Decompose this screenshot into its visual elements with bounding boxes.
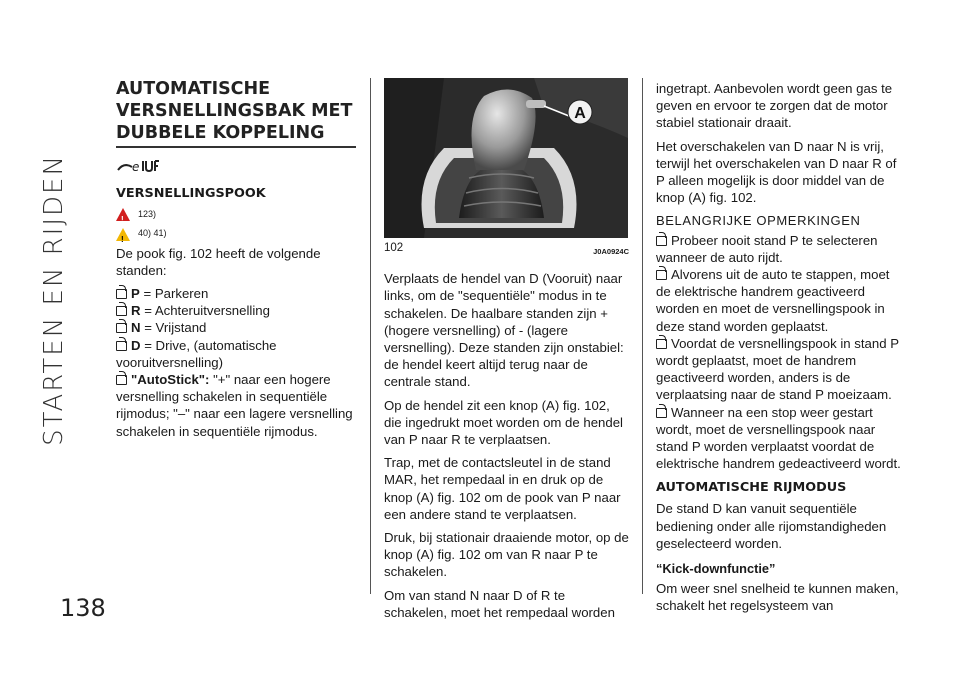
warning-icon: ! xyxy=(116,208,130,221)
svg-text:A: A xyxy=(574,105,586,122)
notes-heading: BELANGRIJKE OPMERKINGEN xyxy=(656,213,861,229)
bullet-icon xyxy=(116,323,127,333)
list-item: D = Drive, (automatische vooruitversnelling) xyxy=(116,337,277,370)
note-item: Probeer nooit stand P te selecteren wanneer de auto rijdt. xyxy=(656,232,878,265)
note-item: Alvorens uit de auto te stappen, moet de elektrische handrem geactiveerd worden en moet de versnellingspook in deze stand worden geplaatst. xyxy=(656,267,890,334)
bullet-icon xyxy=(116,375,127,385)
bullet-icon xyxy=(656,236,667,246)
title-underline xyxy=(116,146,356,148)
left-column xyxy=(116,78,356,440)
column-divider xyxy=(642,78,643,594)
side-section-title: STARTEN EN RIJDEN xyxy=(39,154,69,446)
list-item: N = Vrijstand xyxy=(116,319,356,336)
engine-logo-icon xyxy=(116,158,356,178)
column-divider xyxy=(370,78,371,594)
bullet-icon xyxy=(116,341,127,351)
warning-ref-yellow: ! 40) 41) xyxy=(116,225,356,242)
paragraph: Op de hendel zit een knop (A) fig. 102, die ingedrukt moet worden om de hendel van P naar R te verplaatsen. xyxy=(384,397,623,448)
subheading-versnellingspook: VERSNELLINGSPOOK xyxy=(116,186,266,202)
section-title: AUTOMATISCHE VERSNELLINGSBAK MET DUBBELE KOPPELING xyxy=(116,79,353,143)
bullet-icon xyxy=(116,289,127,299)
list-item: "AutoStick": "+" naar een hogere versnelling schakelen in sequentiële rijmodus; "–" naar een lagere versnelling schakelen in sequentiële rijmodus. xyxy=(116,372,353,439)
intro-text: De pook fig. 102 heeft de volgende standen: xyxy=(116,245,321,278)
gear-lever-photo xyxy=(384,78,628,238)
svg-text:e: e xyxy=(132,160,140,174)
subheading-kickdown: “Kick-downfunctie” xyxy=(656,561,776,577)
paragraph: Het overschakelen van D naar N is vrij, terwijl het overschakelen van D naar R of P alleen mogelijk is door middel van de knop (A) fig. 102. xyxy=(656,138,897,206)
paragraph: Om van stand N naar D of R te schakelen, moet het rempedaal worden xyxy=(384,587,615,620)
paragraph: ingetrapt. Aanbevolen wordt geen gas te geven en ervoor te zorgen dat de motor stabiel stationair draait. xyxy=(656,81,893,131)
caution-icon: ! xyxy=(116,228,130,241)
figure-number: 102 xyxy=(384,242,404,254)
list-item: R = Achteruitversnelling xyxy=(116,302,356,319)
note-item: Wanneer na een stop weer gestart wordt, moet de versnellingspook naar stand P worden verplaatst voordat de elektrische handrem gedeactiveerd wordt. xyxy=(656,404,901,472)
bullet-icon xyxy=(656,408,667,418)
subheading-rijmodus: AUTOMATISCHE RIJMODUS xyxy=(656,480,847,496)
paragraph: Verplaats de hendel van D (Vooruit) naar links, om de "sequentiële" modus in te schakelen. De haalbare standen zijn + (hogere versnelling) of - (lagere versnelling). Deze standen zijn onstabiel: de hendel keert altijd terug naar de centrale stand. xyxy=(384,271,624,390)
paragraph: Trap, met de contactsleutel in de stand MAR, het rempedaal in en druk op de knop (A) fig. 102 om de pook van P naar een andere stand te verplaatsen. xyxy=(384,455,621,522)
right-column xyxy=(656,80,906,621)
page-number: 138 xyxy=(60,594,106,622)
paragraph: De stand D kan vanuit sequentiële bediening onder alle rijomstandigheden geselecteerd worden. xyxy=(656,501,887,551)
paragraph: Om weer snel snelheid te kunnen maken, schakelt het regelsysteem van xyxy=(656,581,899,614)
middle-column xyxy=(384,78,629,627)
bullet-icon xyxy=(116,306,127,316)
note-item: Voordat de versnellingspook in stand P wordt geplaatst, moet de handrem geactiveerd worden, anders is de verplaatsing naar de stand P moeizaam. xyxy=(656,335,899,403)
paragraph: Druk, bij stationair draaiende motor, op de knop (A) fig. 102 om van R naar P te schakelen. xyxy=(384,530,629,580)
figure-caption xyxy=(384,240,629,260)
bullet-icon xyxy=(656,270,667,280)
figure-code: J0A0924C xyxy=(593,247,629,256)
warning-ref-red: ! 123) xyxy=(116,206,356,223)
bullet-icon xyxy=(656,339,667,349)
list-item: P = Parkeren xyxy=(116,285,356,302)
